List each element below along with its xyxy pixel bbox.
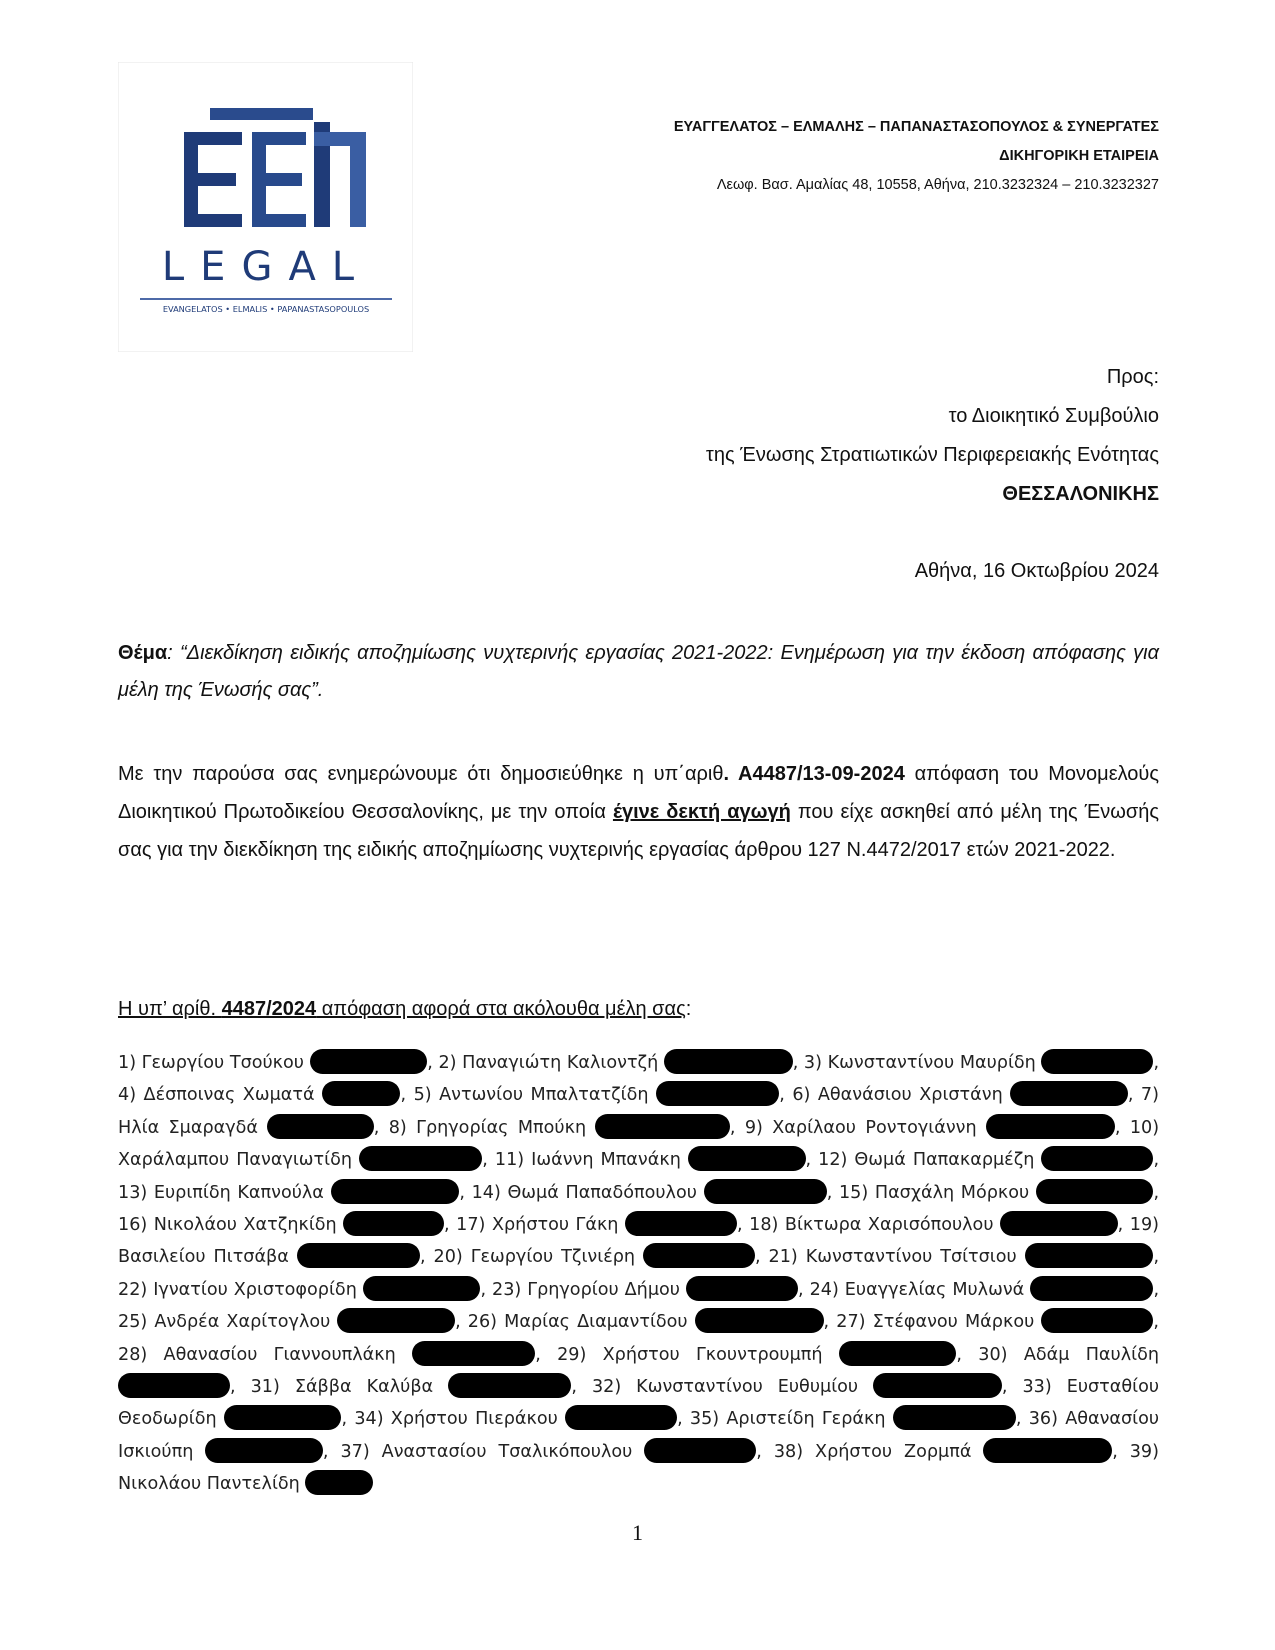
member-item (792, 1085, 1128, 1105)
body-text: απόφαση του Μονομελούς Διοικητικού Πρωτοδικείου Θεσσαλονίκης, με την οποία (118, 763, 1160, 823)
redaction-bar (118, 1373, 230, 1398)
redaction-bar (1025, 1243, 1154, 1268)
member-item (414, 1085, 780, 1105)
redaction-bar (448, 1373, 571, 1398)
member-item (495, 1150, 806, 1170)
member-item (389, 1118, 730, 1138)
member-name: 13) Ευριπίδη Καπνούλα (118, 1182, 324, 1203)
decision-number: . Α4487/13-09-2024 (723, 763, 905, 785)
redaction-bar (873, 1373, 1002, 1398)
member-item (836, 1312, 1153, 1332)
recipient-city: ΘΕΣΣΑΛΟΝΙΚΗΣ (1002, 483, 1159, 505)
member-name: 36) Αθανασίου Ισκιούπη (118, 1409, 1159, 1462)
member-item (118, 1085, 400, 1105)
redaction-bar (331, 1179, 460, 1204)
member-name: 8) Γρηγορίας Μπούκη (388, 1117, 587, 1138)
redaction-bar (267, 1114, 373, 1139)
members-list: 1) Γεωργίου Τσούκου , 2) Παναγιώτη Καλιοντζή , 3) Κωνσταντίνου Μαυρίδη , 4) Δέσποινας Χωματά , 5) Αντωνίου Μπαλτατζίδη , 6) Αθανάσιου Χριστάνη , 7) Ηλία Σμαραγδά , 8) Γρηγορίας Μπούκη , 9) Χαρίλαου Ροντογιάννη , 10) Χαράλαμπου Παναγιωτίδη , 11) Ιωάννη Μπανάκη , 12) Θωμά Παπακαρμέζη , 13) Ευριπίδη Καπνούλα , 14) Θωμά Παπαδόπουλου , 15) Πασχάλη Μόρκου , 16) Νικολάου Χατζηκίδη , 17) Χρήστου Γάκη , 18) Βίκτωρα Χαρισόπουλου , 19) Βασιλείου Πιτσάβα , 20) Γεωργίου Τζινιέρη , 21) Κωνσταντίνου Τσίτσιου , 22) Ιγνατίου Χριστοφορίδη , 23) Γρηγορίου Δήμου , 24) Ευαγγελίας Μυλωνά , 25) Ανδρέα Χαρίτογλου , 26) Μαρίας Διαμαντίδου , 27) Στέφανου Μάρκου , 28) Αθανασίου Γιαννουπλάκη , 29) Χρήστου Γκουντρουμπή , 30) Αδάμ Παυλίδη , 31) Σάββα Καλύβα , 32) Κωνσταντίνου Ευθυμίου , 33) Ευσταθίου Θεοδωρίδη , 34) Χρήστου Πιεράκου , 35) Αριστείδη Γεράκη , 36) Αθανασίου Ισκιούπη , 37) Αναστασίου Τσαλικόπουλου , 38) Χρήστου Ζορμπά , 39) Νικολάου Παντελίδη (118, 1047, 1159, 1507)
member-item (810, 1280, 1154, 1300)
redaction-bar (893, 1405, 1016, 1430)
heading-decision-number: 4487/2024 (221, 998, 317, 1020)
member-item (438, 1053, 792, 1073)
redaction-bar (644, 1438, 756, 1463)
redaction-bar (983, 1438, 1112, 1463)
member-item (434, 1247, 755, 1267)
member-name: 30) Αδάμ Παυλίδη (978, 1344, 1159, 1365)
redaction-bar (322, 1081, 400, 1106)
member-name: 23) Γρηγορίου Δήμου (492, 1279, 680, 1300)
member-name: 27) Στέφανου Μάρκου (836, 1312, 1035, 1333)
member-item (354, 1409, 677, 1429)
member-name: 37) Αναστασίου Τσαλικόπουλου (340, 1441, 633, 1462)
redaction-bar (1041, 1146, 1153, 1171)
redaction-bar (343, 1211, 444, 1236)
body-text: που είχε ασκηθεί από μέλη της Ένωσής σας για την διεκδίκηση της ειδικής αποζημίωσης νυχτερινής εργασίας άρθρου 127 Ν.4472/2017 ετών 2021-2022. (118, 801, 1160, 861)
member-name: 17) Χρήστου Γάκη (456, 1215, 619, 1236)
member-name: 1) Γεωργίου Τσούκου (118, 1053, 304, 1073)
member-name: 11) Ιωάννη Μπανάκη (494, 1150, 681, 1171)
redaction-bar (1030, 1276, 1153, 1301)
redaction-bar (643, 1243, 755, 1268)
members-heading (118, 998, 691, 1021)
member-item (118, 1053, 427, 1073)
subject-text: : “Διεκδίκηση ειδικής αποζημίωσης νυχτερινής εργασίας 2021-2022: Ενημέρωση για την έκδοση απόφασης για μέλη της Ένωσής σας”. (118, 642, 1159, 701)
redaction-bar (1010, 1081, 1128, 1106)
heading-text: απόφαση αφορά στα ακόλουθα μέλη σας (316, 998, 686, 1020)
member-name: 20) Γεωργίου Τζινιέρη (433, 1247, 636, 1268)
redaction-bar (686, 1276, 798, 1301)
member-name: 35) Αριστείδη Γεράκη (689, 1409, 886, 1430)
member-name: 10) Χαράλαμπου Παναγιωτίδη (118, 1117, 1159, 1171)
subject-label: Θέμα (118, 642, 168, 664)
member-name: 21) Κωνσταντίνου Τσίτσιου (768, 1247, 1017, 1268)
member-name: 39) Νικολάου Παντελίδη (118, 1441, 1159, 1495)
redaction-bar (986, 1114, 1115, 1139)
page-number: 1 (632, 1520, 643, 1545)
heading-text: Η υπ’ αρίθ. (118, 998, 222, 1020)
member-name: 29) Χρήστου Γκουντρουμπή (557, 1344, 823, 1365)
body-paragraph (118, 755, 1159, 869)
firm-address: Λεωφ. Βασ. Αμαλίας 48, 10558, Αθήνα, 210.3232324 – 210.3232327 (716, 177, 1159, 193)
member-item (472, 1183, 827, 1203)
redaction-bar (310, 1049, 428, 1074)
redaction-bar (688, 1146, 806, 1171)
logo-wordmark: LEGAL (161, 244, 371, 290)
member-name: 22) Ιγνατίου Χριστοφορίδη (118, 1279, 357, 1300)
redaction-bar (695, 1308, 824, 1333)
member-item (592, 1377, 1002, 1397)
redaction-bar (1041, 1049, 1153, 1074)
member-name: 38) Χρήστου Ζορμπά (773, 1441, 972, 1462)
redaction-bar (656, 1081, 779, 1106)
member-name: 9) Χαρίλαου Ροντογιάννη (744, 1117, 977, 1138)
redaction-bar (359, 1146, 482, 1171)
member-item (118, 1215, 444, 1235)
member-item (492, 1280, 798, 1300)
member-name: 12) Θωμά Παπακαρμέζη (818, 1150, 1035, 1171)
firm-logo (118, 62, 413, 352)
body-text: Με την παρούσα σας ενημερώνουμε ότι δημοσιεύθηκε η υπ΄αριθ (118, 763, 724, 785)
member-name: 34) Χρήστου Πιεράκου (354, 1409, 558, 1430)
member-name: 16) Νικολάου Χατζηκίδη (118, 1215, 337, 1236)
member-name: 14) Θωμά Παπαδόπουλου (471, 1182, 697, 1203)
member-item (769, 1247, 1154, 1267)
redaction-bar (704, 1179, 827, 1204)
member-name: 24) Ευαγγελίας Μυλωνά (809, 1279, 1025, 1300)
member-item (818, 1150, 1153, 1170)
redaction-bar (205, 1438, 323, 1463)
member-item (557, 1345, 956, 1365)
redaction-bar (1036, 1179, 1154, 1204)
member-item (690, 1409, 1016, 1429)
member-item (118, 1280, 480, 1300)
heading-colon: : (685, 998, 692, 1020)
member-name: 15) Πασχάλη Μόρκου (838, 1182, 1030, 1203)
member-name: 32) Κωνσταντίνου Ευθυμίου (591, 1377, 859, 1398)
redaction-bar (305, 1470, 372, 1495)
member-name: 31) Σάββα Καλύβα (250, 1377, 434, 1398)
member-name: 2) Παναγιώτη Καλιοντζή (438, 1053, 659, 1073)
redaction-bar (595, 1114, 729, 1139)
subject-paragraph (118, 635, 1159, 709)
redaction-bar (412, 1341, 535, 1366)
redaction-bar (224, 1405, 342, 1430)
member-item (251, 1377, 572, 1397)
redaction-bar (565, 1405, 677, 1430)
recipient-line: το Διοικητικό Συμβούλιο (948, 405, 1159, 427)
member-item (839, 1183, 1153, 1203)
member-name: 5) Αντωνίου Μπαλτατζίδη (413, 1085, 649, 1106)
member-item (745, 1118, 1115, 1138)
member-name: 18) Βίκτωρα Χαρισόπουλου (749, 1215, 994, 1236)
logo-tagline: EVANGELATOS • ELMALIS • PAPANASTASOPOULOS (162, 304, 370, 314)
accepted-claim: έγινε δεκτή αγωγή (612, 801, 791, 823)
letterhead (674, 113, 1159, 200)
member-name: 26) Μαρίας Διαμαντίδου (467, 1312, 688, 1333)
recipient-line: της Ένωσης Στρατιωτικών Περιφερειακής Ενότητας (705, 444, 1159, 466)
redaction-bar (363, 1276, 481, 1301)
member-name: 33) Ευσταθίου Θεοδωρίδη (118, 1377, 1159, 1430)
letter-date: Αθήνα, 16 Οκτωβρίου 2024 (914, 560, 1159, 582)
member-item (118, 1345, 535, 1365)
redaction-bar (1000, 1211, 1118, 1236)
member-name: 28) Αθανασίου Γιαννουπλάκη (118, 1344, 396, 1365)
redaction-bar (337, 1308, 455, 1333)
member-name: 3) Κωνσταντίνου Μαυρίδη (803, 1053, 1036, 1073)
recipient-block (706, 358, 1159, 514)
member-item (118, 1312, 455, 1332)
member-name: 7) Ηλία Σμαραγδά (118, 1085, 1159, 1138)
member-name: 19) Βασιλείου Πιτσάβα (118, 1215, 1159, 1268)
member-item (774, 1442, 1112, 1462)
redaction-bar (1041, 1308, 1153, 1333)
member-name: 25) Ανδρέα Χαρίτογλου (118, 1312, 331, 1333)
member-item (456, 1215, 737, 1235)
member-name: 4) Δέσποινας Χωματά (118, 1085, 315, 1106)
member-item (804, 1053, 1154, 1073)
member-item (468, 1312, 824, 1332)
member-name: 6) Αθανάσιου Χριστάνη (792, 1085, 1003, 1106)
redaction-bar (297, 1243, 420, 1268)
member-item (749, 1215, 1118, 1235)
firm-name: ΕΥΑΓΓΕΛΑΤΟΣ – ΕΛΜΑΛΗΣ – ΠΑΠΑΝΑΣΤΑΣΟΠΟΥΛΟΣ & ΣΥΝΕΡΓΑΤΕΣ (673, 119, 1159, 135)
recipient-label: Προς: (1106, 366, 1159, 388)
firm-type: ΔΙΚΗΓΟΡΙΚΗ ΕΤΑΙΡΕΙΑ (999, 148, 1159, 164)
redaction-bar (664, 1049, 793, 1074)
redaction-bar (839, 1341, 957, 1366)
member-item (340, 1442, 756, 1462)
redaction-bar (625, 1211, 737, 1236)
member-item (118, 1183, 459, 1203)
